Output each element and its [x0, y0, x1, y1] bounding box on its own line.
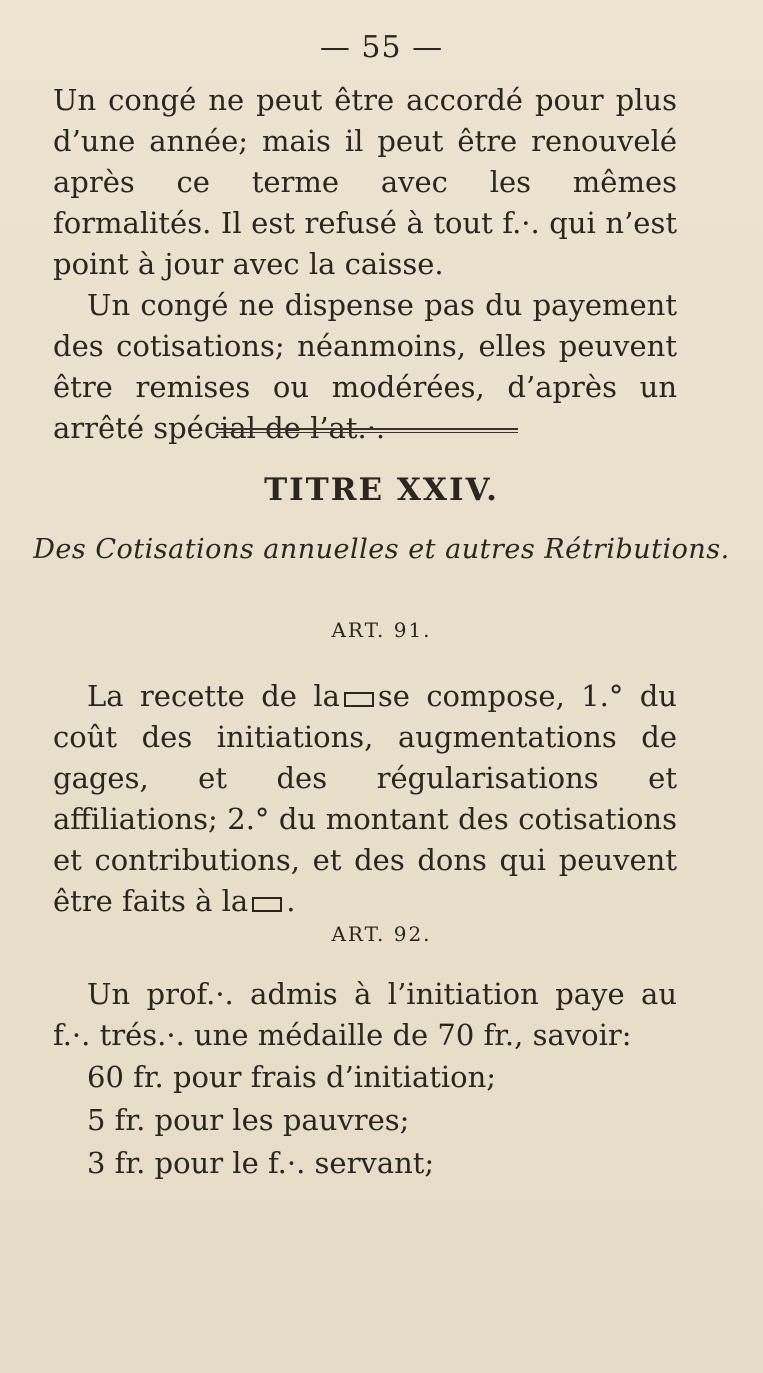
article-91-text-end: .	[286, 884, 296, 918]
article-91-text-start: La recette de la	[87, 679, 340, 713]
intro-text	[53, 80, 677, 449]
section-subtitle: Des Cotisations annuelles et autres Rétributions.	[33, 534, 730, 565]
section-title: TITRE XXIV.	[264, 472, 499, 508]
paragraph-conge-cotisations: Un congé ne dispense pas du payement des cotisations; néanmoins, elles peuvent être remises ou modérées, d’après un arrêté spécial de l’at.·.	[53, 288, 677, 445]
article-91-body	[53, 676, 677, 922]
article-92-text: Un prof.·. admis à l’initiation paye au f.·. trés.·. une médaille de 70 fr., savoir:	[53, 977, 677, 1052]
article-91-text	[53, 676, 677, 922]
lodge-symbol-icon	[252, 897, 282, 912]
article-91-heading: ART. 91.	[331, 618, 432, 642]
article-92-body	[53, 974, 677, 1185]
lodge-symbol-icon	[344, 692, 374, 707]
page-number: — 55 —	[319, 30, 444, 65]
list-item: 5 fr. pour les pauvres;	[87, 1103, 410, 1137]
article-92-heading: ART. 92.	[331, 922, 432, 946]
paragraph-conge-duration: Un congé ne peut être accordé pour plus d’une année; mais il peut être renouvelé après ce terme avec les mêmes formalités. Il est refusé à tout f.·. qui n’est point à jour avec la caisse.	[53, 83, 677, 281]
list-item: 3 fr. pour le f.·. servant;	[87, 1146, 435, 1180]
list-item: 60 fr. pour frais d’initiation;	[87, 1060, 497, 1094]
fee-list	[53, 1056, 677, 1185]
article-91-text-middle: se compose, 1.° du coût des initiations, augmentations de gages, et des régularisations et affiliations; 2.° du montant des cotisations et contributions, et des dons qui peuvent être faits à la	[53, 679, 677, 918]
section-divider	[216, 428, 518, 433]
